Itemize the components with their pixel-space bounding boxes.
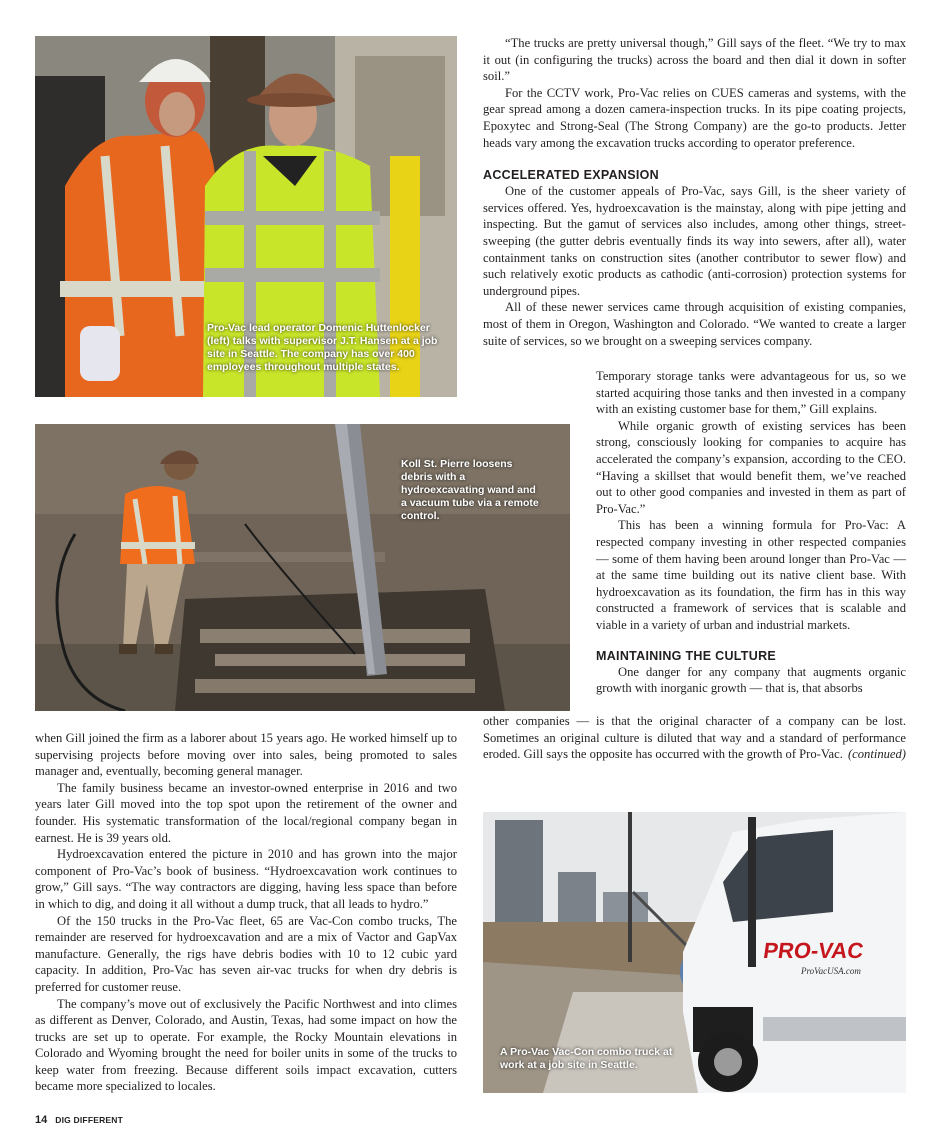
right-column-top [483, 35, 906, 349]
excavation-photo [35, 424, 570, 711]
paragraph: While organic growth of existing services has been strong, consciously looking for companies to acquire has accelerated the company’s expansion, according to the CEO. “Having a skillset that would benefit them, we’ve reached out to other good companies and invested in them as part of Pro-Vac.” [596, 418, 906, 516]
truck-photo [483, 812, 906, 1093]
paragraph: Of the 150 trucks in the Pro-Vac fleet, 65 are Vac-Con combo trucks, The remainder are reserved for hydroexcavation and are a mix of Vactor and GapVax manufacture. Generally, the rigs have debris bodies with 10 to 12 cubic yard capacity. In addition, Pro-Vac has seven air-vac trucks for when dry debris is preferred for customer reuse. [35, 913, 457, 994]
paragraph: One of the customer appeals of Pro-Vac, says Gill, is the sheer variety of services offered. Yes, hydroexcavation is the mainstay, along with pipe jetting and inspecting. But the gamut of services also includes, among other things, street-sweeping (the gutter debris eventually finds its way into sewers, after all), water containment tanks on construction sites (another contributor to sewer flow) and such relatively exotic products as cathodic (anti-corrosion) protection systems for underground pipes. [483, 184, 906, 298]
workers-photo [35, 36, 457, 397]
paragraph: “The trucks are pretty universal though,” Gill says of the fleet. “We try to max it out (in configuring the trucks) across the board and then dial it down in softer soil.” [483, 36, 906, 84]
paragraph: The company’s move out of exclusively the Pacific Northwest and into climes as different as Denver, Colorado, and Austin, Texas, had some impact on how the trucks are set up to operate. For example, the Rocky Mountain elevations in Colorado and Wyoming brought the need for boiler units in some of the trucks to keep water from freezing. Because different soils impact excavation, cutters became more specialized to locales. [35, 996, 457, 1094]
page-footer [35, 1114, 123, 1126]
paragraph: Hydroexcavation entered the picture in 2010 and has grown into the major component of Pro-Vac’s book of business. “Hydroexcavation work continues to grow,” Gill says. “The way contractors are digging, having less space than before in which to dig, and doing it all without a dump truck, that all leads to hydro.” [35, 847, 457, 911]
publication-name: DIG DIFFERENT [55, 1115, 124, 1125]
heading-maintaining-culture: MAINTAINING THE CULTURE [596, 648, 777, 663]
truck-door-tagline: ProVacUSA.com [801, 966, 861, 976]
heading-accelerated-expansion: ACCELERATED EXPANSION [483, 168, 659, 183]
paragraph: The family business became an investor-owned enterprise in 2016 and two years later Gill moved into the top spot upon the retirement of the owner and founder. His systematic transformation of the local/regional company began in earnest. He is 39 years old. [35, 780, 457, 845]
truck-photo-caption: A Pro-Vac Vac-Con combo truck at work at a job site in Seattle. [500, 1046, 673, 1071]
paragraph: This has been a winning formula for Pro-Vac: A respected company investing in other respected companies — some of them having been around longer than Pro-Vac — at the same time building out its native client base. With hydroexcavation as its foundation, the firm has in this way constructed a framework of services that is scalable and viable in a variety of urban and industrial markets. [596, 518, 906, 632]
excavation-photo-caption: Koll St. Pierre loosens debris with a hydroexcavating wand and a vacuum tube via a remote control. [401, 458, 539, 522]
paragraph: All of these newer services came through acquisition of existing companies, most of them in Oregon, Washington and Colorado. “We wanted to create a larger suite of services, so we brought on a sweeping services company. [483, 300, 906, 348]
workers-photo-caption: Pro-Vac lead operator Domenic Huttenlocker (left) talks with supervisor J.T. Hansen at a job site in Seattle. The company has over 400 employees throughout multiple states. [207, 322, 438, 373]
paragraph: One danger for any company that augments organic growth with inorganic growth — that is, that absorbs [596, 664, 906, 696]
page-number: 14 [35, 1114, 48, 1126]
paragraph: Temporary storage tanks were advantageous for us, so we started acquiring those tanks and then invested in a company with an existing customer base for them,” Gill explains. [596, 369, 906, 417]
paragraph [483, 713, 906, 763]
paragraph: For the CCTV work, Pro-Vac relies on CUES cameras and systems, with the gear spread among a dozen camera-inspection trucks. In its pipe coating projects, Epoxytec and Strong-Seal (The Strong Company) are the go-to products. Jetter heads vary among the excavation trucks according to operator preference. [483, 85, 906, 150]
narrow-column [596, 368, 906, 697]
paragraph: when Gill joined the firm as a laborer about 15 years ago. He worked himself up to supervising projects before moving over into sales, being promoted to sales manager and, eventually, becoming general manager. [35, 731, 457, 779]
paragraph-text: other companies — is that the original character of a company can be lost. Sometimes an original culture is diluted that way and a standard of performance eroded. Gill says the opposite has occurred with the growth of Pro-Vac. [483, 714, 906, 762]
truck-door-logo: PRO-VAC [761, 938, 866, 963]
right-column-bottom [483, 713, 906, 763]
left-column [35, 730, 457, 1095]
continued-label: (continued) [847, 747, 906, 762]
